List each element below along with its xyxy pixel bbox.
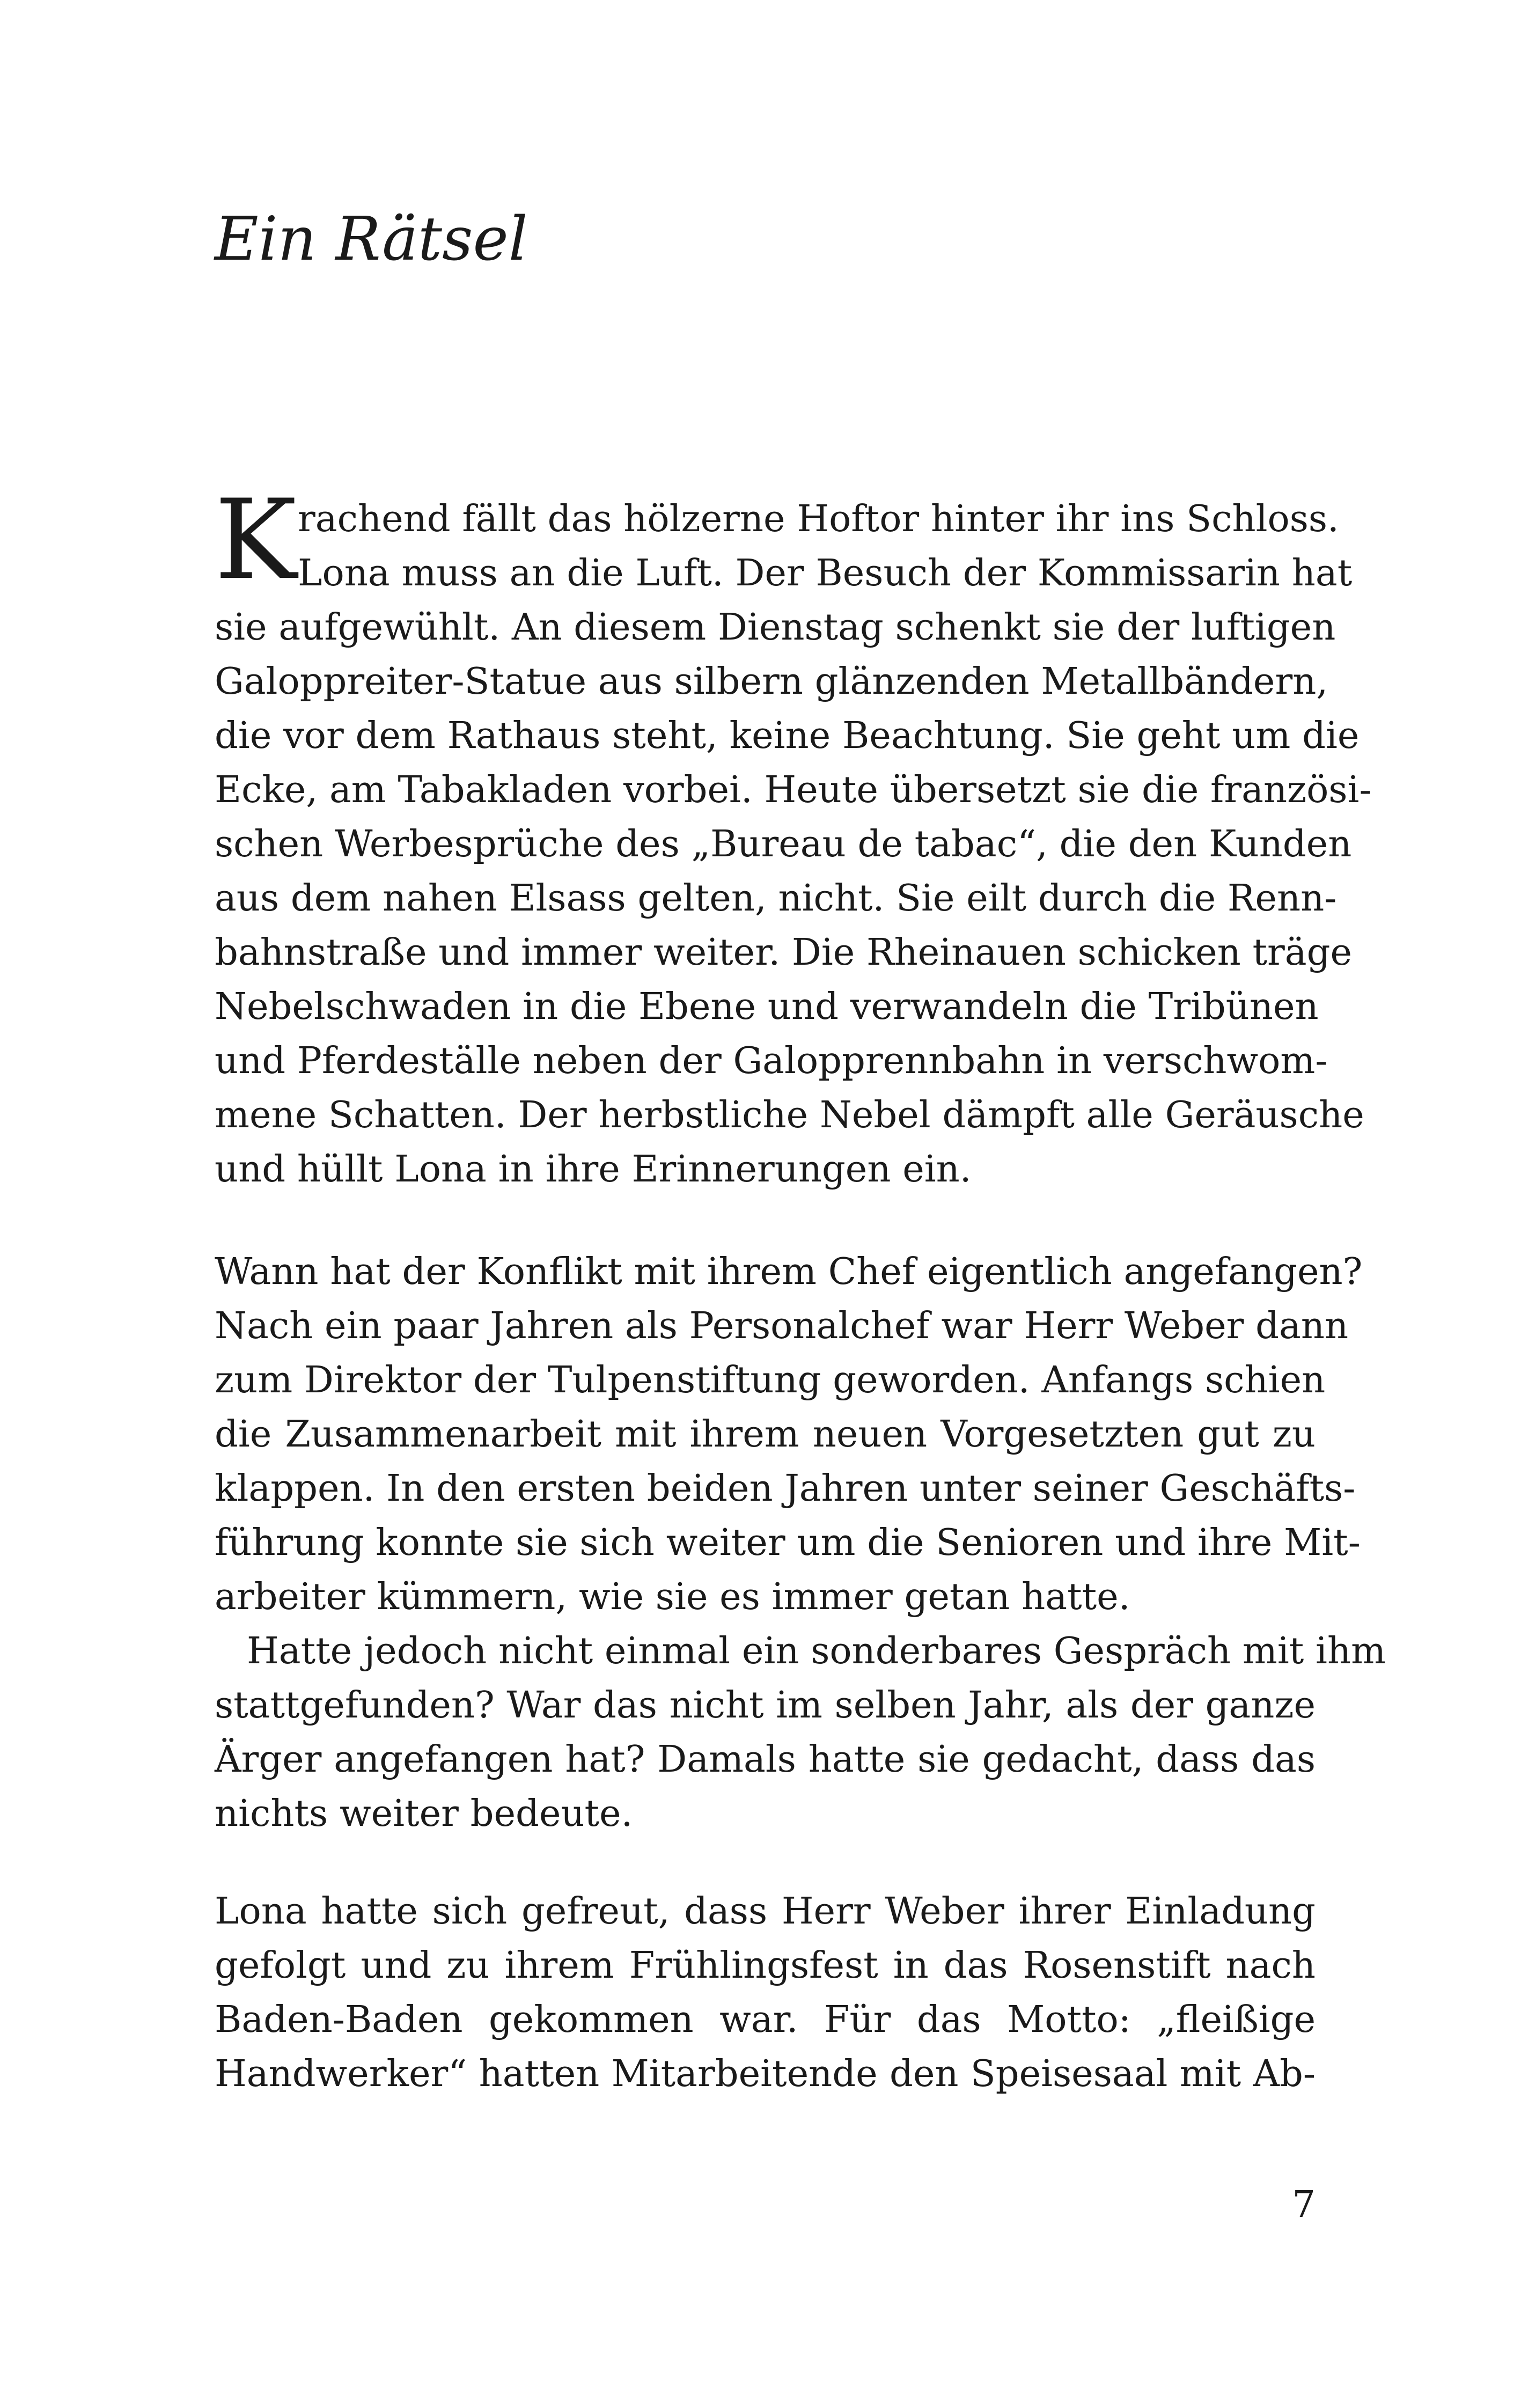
text-line: zum Direktor der Tulpenstiftung geworden. Anfangs schien bbox=[215, 1359, 1326, 1401]
text-line: Lona muss an die Luft. Der Besuch der Kommissarin hat bbox=[298, 552, 1353, 594]
text-line: und hüllt Lona in ihre Erinnerungen ein. bbox=[215, 1148, 972, 1191]
text-line: schen Werbesprüche des „Bureau de tabac“, die den Kunden bbox=[215, 823, 1352, 865]
text-line: Lona hatte sich gefreut, dass Herr Weber ihrer Einladung bbox=[215, 1890, 1316, 1933]
text-line: Baden-Baden gekommen war. Für das Motto: „fleißige bbox=[215, 1998, 1316, 2041]
text-line: Handwerker“ hatten Mitarbeitende den Speisesaal mit Ab- bbox=[215, 2052, 1316, 2095]
text-line: klappen. In den ersten beiden Jahren unter seiner Geschäfts- bbox=[215, 1467, 1356, 1510]
text-line: nichts weiter bedeute. bbox=[215, 1792, 633, 1835]
text-line: führung konnte sie sich weiter um die Senioren und ihre Mit- bbox=[215, 1521, 1361, 1564]
text-line: aus dem nahen Elsass gelten, nicht. Sie eilt durch die Renn- bbox=[215, 877, 1337, 920]
text-line: rachend fällt das hölzerne Hoftor hinter ihr ins Schloss. bbox=[298, 497, 1339, 540]
text-line: Nach ein paar Jahren als Personalchef war Herr Weber dann bbox=[215, 1304, 1349, 1347]
text-line: mene Schatten. Der herbstliche Nebel dämpft alle Geräusche bbox=[215, 1093, 1364, 1136]
text-line: bahnstraße und immer weiter. Die Rheinauen schicken träge bbox=[215, 931, 1353, 974]
text-line: Hatte jedoch nicht einmal ein sonderbares Gespräch mit ihm bbox=[247, 1629, 1386, 1672]
text-line: Galoppreiter-Statue aus silbern glänzenden Metallbändern, bbox=[215, 660, 1328, 703]
section-spring-party bbox=[215, 1884, 1316, 2101]
section-opening bbox=[215, 476, 1372, 1196]
drop-cap: K bbox=[215, 476, 297, 604]
text-line: die Zusammenarbeit mit ihrem neuen Vorgesetzten gut zu bbox=[215, 1413, 1316, 1456]
text-line: und Pferdeställe neben der Galopprennbahn in verschwom- bbox=[215, 1039, 1328, 1082]
text-line: sie aufgewühlt. An diesem Dienstag schenkt sie der luftigen bbox=[215, 606, 1336, 649]
text-line: Ärger angefangen hat? Damals hatte sie gedacht, dass das bbox=[215, 1738, 1316, 1781]
text-line: Wann hat der Konflikt mit ihrem Chef eigentlich angefangen? bbox=[215, 1250, 1363, 1293]
text-line: gefolgt und zu ihrem Frühlingsfest in das Rosenstift nach bbox=[215, 1944, 1316, 1987]
chapter-title: Ein Rätsel bbox=[215, 204, 528, 274]
text-line: die vor dem Rathaus steht, keine Beachtung. Sie geht um die bbox=[215, 714, 1360, 757]
text-line: Nebelschwaden in die Ebene und verwandeln die Tribünen bbox=[215, 985, 1319, 1028]
text-line: Ecke, am Tabakladen vorbei. Heute übersetzt sie die französi- bbox=[215, 768, 1372, 811]
page-number: 7 bbox=[1292, 2183, 1316, 2226]
section-conflict bbox=[215, 1245, 1386, 1841]
text-line: stattgefunden? War das nicht im selben Jahr, als der ganze bbox=[215, 1684, 1316, 1727]
text-line: arbeiter kümmern, wie sie es immer getan hatte. bbox=[215, 1575, 1130, 1618]
